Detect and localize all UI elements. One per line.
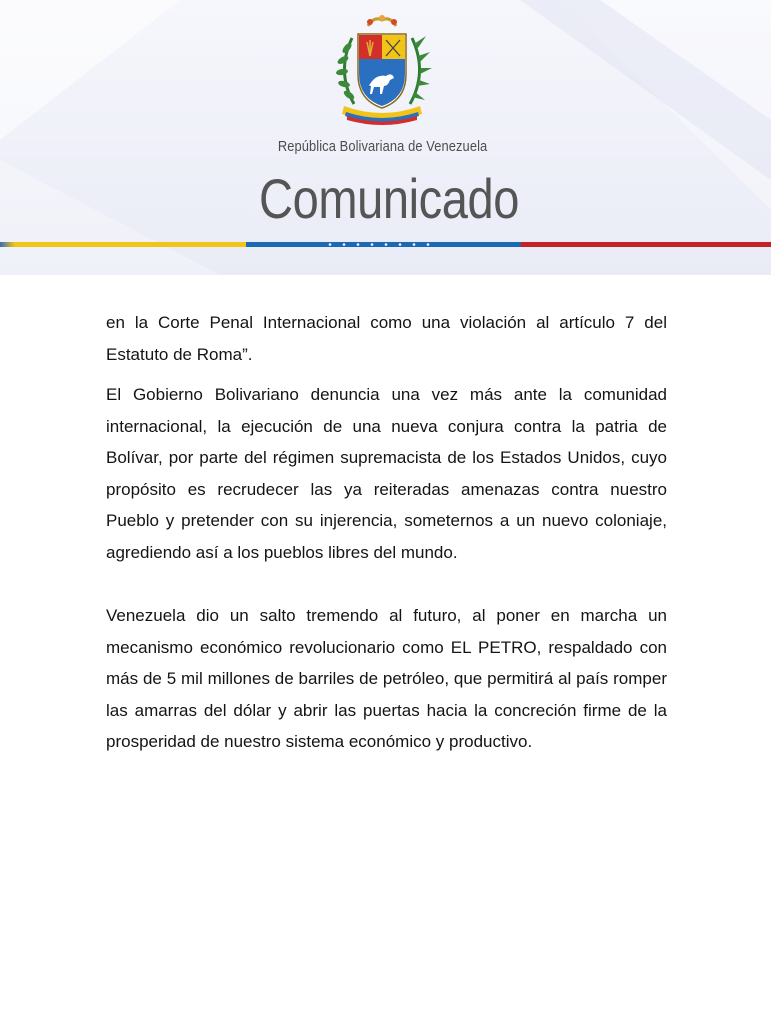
header: [0, 0, 771, 275]
republic-name: República Bolivariana de Venezuela: [277, 138, 488, 155]
paragraph: en la Corte Penal Internacional como una violación al artículo 7 del Estatuto de Roma”.: [106, 313, 667, 364]
flag-color-bar: [0, 240, 771, 249]
page-title: Comunicado: [259, 167, 519, 230]
paragraph: Venezuela dio un salto tremendo al futuro, al poner en marcha un mecanismo económico revolucionario como EL PETRO, respaldado con más de 5 mil millones de barriles de petróleo, que permitirá al país romper las amarras del dólar y abrir las puertas hacia la concreción firme de la prosperidad de nuestro sistema económico y productivo.: [106, 606, 667, 751]
document-body: [106, 307, 667, 758]
coat-of-arms-icon: [330, 12, 434, 128]
paragraph: El Gobierno Bolivariano denuncia una vez más ante la comunidad internacional, la ejecución de una nueva conjura contra la patria de Bolívar, por parte del régimen supremacista de los Estados Unidos, cuyo propósito es recrudecer las ya reiteradas amenazas contra nuestro Pueblo y pretender con su injerencia, someternos a un nuevo coloniaje, agrediendo así a los pueblos libres del mundo.: [106, 385, 667, 562]
